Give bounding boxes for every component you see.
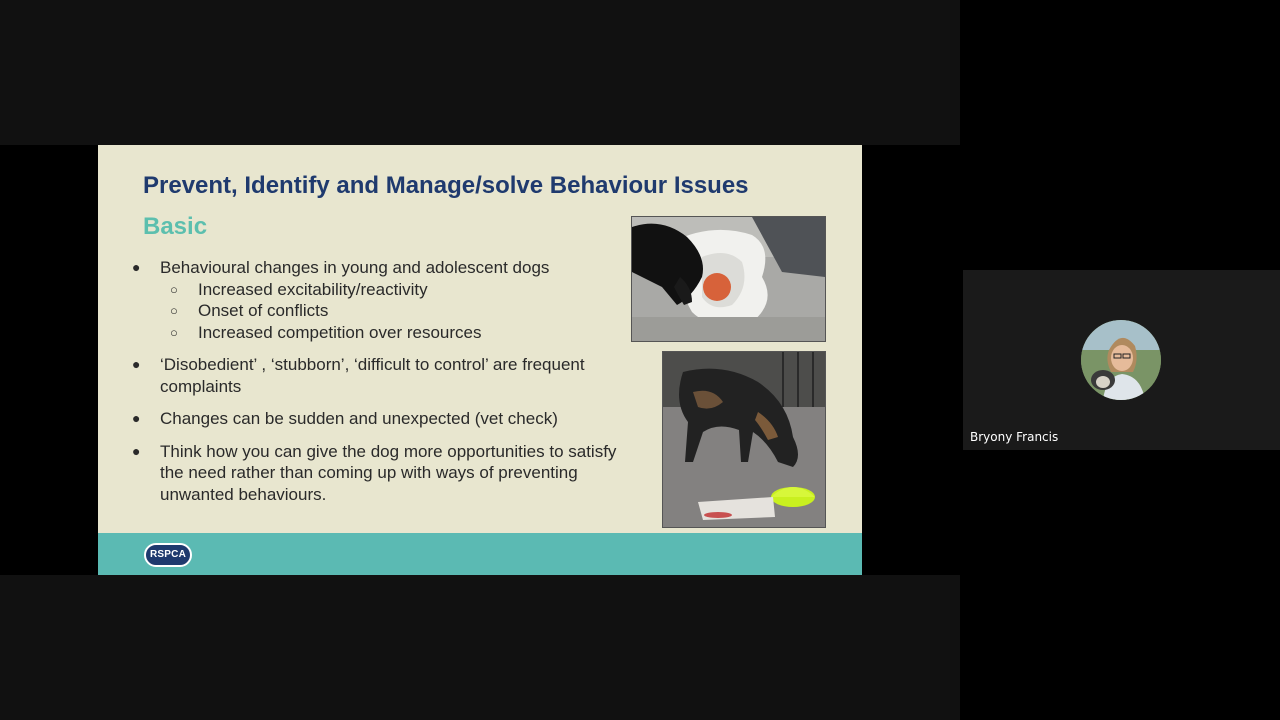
bullet-text: Changes can be sudden and unexpected (vet check) bbox=[160, 409, 558, 428]
slide-subtitle: Basic bbox=[143, 213, 208, 240]
circle-bullet-icon: ○ bbox=[170, 303, 178, 318]
bullet-text: ‘Disobedient’ , ‘stubborn’, ‘difficult to control’ are frequent complaints bbox=[160, 355, 585, 396]
slide-footer-bar bbox=[98, 533, 862, 575]
avatar-photo-image bbox=[1081, 320, 1161, 400]
sub-bullet-list bbox=[160, 279, 632, 344]
bullet-dot-icon: ● bbox=[132, 410, 141, 426]
sub-bullet-item bbox=[170, 279, 632, 301]
circle-bullet-icon: ○ bbox=[170, 324, 178, 340]
bullet-item bbox=[132, 441, 632, 506]
rspca-logo: RSPCA bbox=[144, 543, 192, 567]
bullet-item bbox=[132, 257, 632, 343]
dog-with-towel-photo bbox=[631, 216, 826, 342]
dog-with-towel-image bbox=[632, 217, 825, 341]
presentation-slide bbox=[98, 145, 862, 575]
sub-bullet-item bbox=[170, 300, 632, 322]
circle-bullet-icon: ○ bbox=[170, 281, 178, 297]
bullet-dot-icon: ● bbox=[132, 442, 141, 459]
bullet-text: Behavioural changes in young and adolescent dogs bbox=[160, 258, 550, 277]
slide-title: Prevent, Identify and Manage/solve Behaviour Issues bbox=[143, 172, 749, 199]
bullet-text: Think how you can give the dog more opportunities to satisfy the need rather than coming up with ways of preventing unwanted behaviours. bbox=[160, 441, 617, 504]
bullet-dot-icon: ● bbox=[132, 259, 141, 275]
bullet-dot-icon: ● bbox=[132, 356, 141, 372]
screen-share-view bbox=[0, 145, 960, 575]
sub-bullet-text: Increased competition over resources bbox=[198, 322, 482, 342]
sub-bullet-item bbox=[170, 322, 632, 344]
dog-sniffing-cone-photo bbox=[662, 351, 826, 528]
dog-sniffing-cone-image bbox=[663, 352, 825, 527]
sub-bullet-text: Onset of conflicts bbox=[198, 301, 329, 320]
bullet-item bbox=[132, 354, 632, 397]
participant-tile[interactable] bbox=[963, 270, 1280, 450]
bullet-list bbox=[132, 257, 632, 516]
sub-bullet-text: Increased excitability/reactivity bbox=[198, 279, 428, 299]
bullet-item bbox=[132, 408, 632, 430]
participant-name-label: Bryony Francis bbox=[970, 430, 1059, 444]
participant-avatar bbox=[1081, 320, 1161, 400]
